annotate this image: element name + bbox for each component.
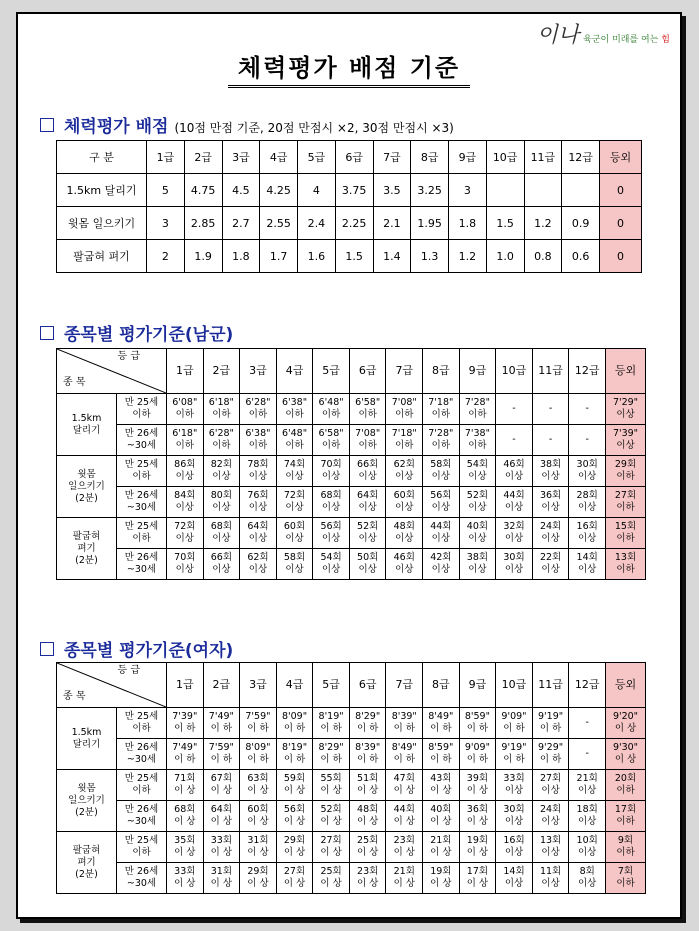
score-cell: 3.5 <box>373 174 411 207</box>
age-label: 만 25세 이하 <box>117 832 167 863</box>
criteria-cell: 9'09" 이 하 <box>459 739 496 770</box>
table-row <box>57 770 646 801</box>
criteria-cell: 47회 이 상 <box>386 770 423 801</box>
criteria-cell: 18회 이상 <box>569 801 606 832</box>
header-grade: 7급 <box>386 349 423 394</box>
criteria-cell: 58회 이상 <box>276 549 313 580</box>
table-row <box>57 394 646 425</box>
table-row <box>57 456 646 487</box>
score-cell: 2 <box>147 240 185 273</box>
age-label: 만 25세 이하 <box>117 518 167 549</box>
age-label: 만 26세 ~30세 <box>117 801 167 832</box>
section2-heading <box>40 320 233 345</box>
header-grade: 5급 <box>313 663 350 708</box>
criteria-cell: 8'29" 이 하 <box>313 739 350 770</box>
criteria-cell: 50회 이상 <box>349 549 386 580</box>
criteria-cell: 10회 이상 <box>569 832 606 863</box>
criteria-cell: 56회 이상 <box>423 487 460 518</box>
header-grade: 등외 <box>606 663 646 708</box>
table-header-row <box>57 349 646 394</box>
score-cell: 2.85 <box>184 207 222 240</box>
criteria-cell: 8'39" 이 하 <box>349 739 386 770</box>
header-grade: 12급 <box>562 141 600 174</box>
criteria-cell: - <box>496 394 533 425</box>
criteria-cell: 82회 이상 <box>203 456 240 487</box>
score-table <box>56 140 642 273</box>
event-label: 1.5km 달리기 <box>57 174 147 207</box>
header-grade: 9급 <box>449 141 487 174</box>
criteria-cell: 60회 이상 <box>276 518 313 549</box>
criteria-cell: 64회 이상 <box>240 518 277 549</box>
criteria-cell: 8'19" 이 하 <box>313 708 350 739</box>
criteria-cell: 64회 이 상 <box>203 801 240 832</box>
section1-heading <box>40 112 454 137</box>
score-cell <box>524 174 562 207</box>
table-row <box>57 739 646 770</box>
header-grade: 1급 <box>167 663 204 708</box>
criteria-cell: 51회 이 상 <box>349 770 386 801</box>
criteria-cell: 48회 이 상 <box>349 801 386 832</box>
criteria-cell: 7'28" 이하 <box>423 425 460 456</box>
criteria-cell: 32회 이상 <box>496 518 533 549</box>
criteria-cell: 8'09" 이 하 <box>240 739 277 770</box>
criteria-cell: 9'20" 이 상 <box>606 708 646 739</box>
table-row <box>57 240 642 273</box>
criteria-cell: 6'48" 이하 <box>313 394 350 425</box>
criteria-cell: 38회 이상 <box>459 549 496 580</box>
table-row <box>57 708 646 739</box>
document-page <box>16 12 682 919</box>
criteria-cell: - <box>496 425 533 456</box>
header-grade: 10급 <box>496 349 533 394</box>
section3-title: 종목별 평가기준(여자) <box>64 641 234 661</box>
criteria-cell: 80회 이상 <box>203 487 240 518</box>
page-title: 체력평가 배점 기준 <box>228 48 470 88</box>
criteria-cell: 17회 이하 <box>606 801 646 832</box>
criteria-cell: 60회 이상 <box>386 487 423 518</box>
header-grade: 10급 <box>496 663 533 708</box>
header-grade: 1급 <box>147 141 185 174</box>
criteria-cell: 8'19" 이 하 <box>276 739 313 770</box>
table-row <box>57 174 642 207</box>
criteria-cell: - <box>532 425 569 456</box>
score-cell: 1.5 <box>335 240 373 273</box>
checkbox-square-icon <box>40 642 54 656</box>
header-grade: 4급 <box>260 141 298 174</box>
criteria-cell: 30회 이상 <box>496 549 533 580</box>
age-label: 만 25세 이하 <box>117 770 167 801</box>
criteria-cell: 9'29" 이 하 <box>532 739 569 770</box>
age-label: 만 25세 이하 <box>117 708 167 739</box>
event-group-label: 팔굽혀 펴기 (2분) <box>57 518 117 580</box>
criteria-cell: 7'49" 이 하 <box>203 708 240 739</box>
criteria-cell: 55회 이 상 <box>313 770 350 801</box>
score-cell: 2.25 <box>335 207 373 240</box>
score-cell: 1.3 <box>411 240 449 273</box>
criteria-cell: 9'09" 이 하 <box>496 708 533 739</box>
criteria-cell: 56회 이 상 <box>276 801 313 832</box>
score-cell: 0 <box>600 240 642 273</box>
criteria-cell: 25회 이 상 <box>349 832 386 863</box>
criteria-cell: 70회 이상 <box>313 456 350 487</box>
criteria-cell: 8'39" 이 하 <box>386 708 423 739</box>
age-label: 만 25세 이하 <box>117 456 167 487</box>
header-grade: 8급 <box>423 349 460 394</box>
criteria-cell: 42회 이상 <box>423 549 460 580</box>
criteria-cell: 7'59" 이 하 <box>240 708 277 739</box>
criteria-cell: 16회 이상 <box>496 832 533 863</box>
criteria-cell: 15회 이하 <box>606 518 646 549</box>
header-grade: 3급 <box>222 141 260 174</box>
header-grade: 9급 <box>459 663 496 708</box>
criteria-cell: 27회 이 상 <box>313 832 350 863</box>
criteria-cell: 19회 이 상 <box>459 832 496 863</box>
header-grade: 12급 <box>569 663 606 708</box>
male-criteria-table <box>56 348 646 580</box>
criteria-cell: 20회 이하 <box>606 770 646 801</box>
criteria-cell: 40회 이 상 <box>423 801 460 832</box>
header-grade: 5급 <box>298 141 336 174</box>
criteria-cell: 52회 이상 <box>459 487 496 518</box>
header-grade: 2급 <box>203 663 240 708</box>
score-cell: 0.9 <box>562 207 600 240</box>
criteria-cell: 7'39" 이 하 <box>167 708 204 739</box>
criteria-cell: 24회 이상 <box>532 518 569 549</box>
criteria-cell: 7'18" 이하 <box>423 394 460 425</box>
criteria-cell: 29회 이 상 <box>240 863 277 894</box>
criteria-cell: 19회 이 상 <box>423 863 460 894</box>
table-row <box>57 425 646 456</box>
criteria-cell: 17회 이 상 <box>459 863 496 894</box>
logo-slogan: 육군이 미래를 여는 <box>583 35 662 45</box>
diagonal-header-cell <box>57 663 167 708</box>
criteria-cell: 31회 이 상 <box>240 832 277 863</box>
criteria-cell: 6'58" 이하 <box>313 425 350 456</box>
header-grade: 6급 <box>335 141 373 174</box>
table-row <box>57 801 646 832</box>
event-group-label: 1.5km 달리기 <box>57 708 117 770</box>
criteria-cell: 7'08" 이하 <box>349 425 386 456</box>
criteria-cell: - <box>532 394 569 425</box>
score-cell: 1.2 <box>449 240 487 273</box>
criteria-cell: 8회 이상 <box>569 863 606 894</box>
score-cell: 0 <box>600 174 642 207</box>
header-grade: 8급 <box>423 663 460 708</box>
criteria-cell: 9회 이하 <box>606 832 646 863</box>
criteria-cell: 30회 이상 <box>496 801 533 832</box>
table-row <box>57 863 646 894</box>
criteria-cell: 76회 이상 <box>240 487 277 518</box>
criteria-cell: 35회 이 상 <box>167 832 204 863</box>
header-grade: 5급 <box>313 349 350 394</box>
score-cell: 1.8 <box>449 207 487 240</box>
score-cell: 0.8 <box>524 240 562 273</box>
header-grade: 12급 <box>569 349 606 394</box>
criteria-cell: 44회 이상 <box>496 487 533 518</box>
criteria-cell: 68회 이 상 <box>167 801 204 832</box>
score-cell: 1.8 <box>222 240 260 273</box>
criteria-cell: 21회 이상 <box>569 770 606 801</box>
criteria-cell: 13회 이상 <box>532 832 569 863</box>
score-cell: 0.6 <box>562 240 600 273</box>
age-label: 만 26세 ~30세 <box>117 425 167 456</box>
criteria-cell: 9'19" 이 하 <box>496 739 533 770</box>
criteria-cell: 84회 이상 <box>167 487 204 518</box>
criteria-cell: 71회 이 상 <box>167 770 204 801</box>
criteria-cell: 46회 이상 <box>496 456 533 487</box>
header-grade: 6급 <box>349 663 386 708</box>
age-label: 만 26세 ~30세 <box>117 863 167 894</box>
criteria-cell: 54회 이상 <box>313 549 350 580</box>
criteria-cell: 7'28" 이하 <box>459 394 496 425</box>
score-cell: 4.25 <box>260 174 298 207</box>
header-grade: 3급 <box>240 663 277 708</box>
criteria-cell: 6'28" 이하 <box>203 425 240 456</box>
event-label: 팔굽혀 펴기 <box>57 240 147 273</box>
score-cell: 3.25 <box>411 174 449 207</box>
age-label: 만 26세 ~30세 <box>117 487 167 518</box>
criteria-cell: 86회 이상 <box>167 456 204 487</box>
score-cell: 4 <box>298 174 336 207</box>
score-cell: 3 <box>147 207 185 240</box>
score-cell <box>562 174 600 207</box>
score-cell: 4.5 <box>222 174 260 207</box>
criteria-cell: 59회 이 상 <box>276 770 313 801</box>
criteria-cell: 44회 이 상 <box>386 801 423 832</box>
score-cell: 3 <box>449 174 487 207</box>
criteria-cell: 27회 이하 <box>606 487 646 518</box>
criteria-cell: 30회 이상 <box>569 456 606 487</box>
criteria-cell: - <box>569 739 606 770</box>
criteria-cell: 66회 이상 <box>349 456 386 487</box>
header-grade: 6급 <box>349 349 386 394</box>
criteria-cell: 8'09" 이 하 <box>276 708 313 739</box>
criteria-cell: 9'30" 이 상 <box>606 739 646 770</box>
criteria-cell: 52회 이상 <box>349 518 386 549</box>
criteria-cell: - <box>569 394 606 425</box>
criteria-cell: 64회 이상 <box>349 487 386 518</box>
criteria-cell: 29회 이하 <box>606 456 646 487</box>
criteria-cell: 8'29" 이 하 <box>349 708 386 739</box>
criteria-cell: 25회 이 상 <box>313 863 350 894</box>
criteria-cell: 6'58" 이하 <box>349 394 386 425</box>
section1-title: 체력평가 배점 <box>64 117 169 137</box>
criteria-cell: 6'38" 이하 <box>276 394 313 425</box>
criteria-cell: 68회 이상 <box>203 518 240 549</box>
header-grade: 등외 <box>606 349 646 394</box>
score-cell: 1.0 <box>486 240 524 273</box>
criteria-cell: 14회 이상 <box>569 549 606 580</box>
score-cell: 1.95 <box>411 207 449 240</box>
event-group-label: 윗몸 일으키기 (2분) <box>57 456 117 518</box>
age-label: 만 26세 ~30세 <box>117 739 167 770</box>
header-category: 구 분 <box>57 141 147 174</box>
criteria-cell: 6'08" 이하 <box>167 394 204 425</box>
score-cell: 1.5 <box>486 207 524 240</box>
score-cell: 1.9 <box>184 240 222 273</box>
corner-grade-label: 등 급 <box>117 665 140 676</box>
criteria-cell: 36회 이상 <box>532 487 569 518</box>
logo-signature: 이나 <box>536 23 580 48</box>
criteria-cell: 7'39" 이상 <box>606 425 646 456</box>
criteria-cell: 6'28" 이하 <box>240 394 277 425</box>
criteria-cell: 8'49" 이 하 <box>386 739 423 770</box>
header-grade: 11급 <box>532 663 569 708</box>
criteria-cell: 7'38" 이하 <box>459 425 496 456</box>
criteria-cell: 74회 이상 <box>276 456 313 487</box>
criteria-cell: 58회 이상 <box>423 456 460 487</box>
criteria-cell: 33회 이 상 <box>203 832 240 863</box>
criteria-cell: 60회 이 상 <box>240 801 277 832</box>
criteria-cell: 11회 이상 <box>532 863 569 894</box>
criteria-cell: 52회 이 상 <box>313 801 350 832</box>
criteria-cell: 33회 이 상 <box>167 863 204 894</box>
table-row <box>57 518 646 549</box>
event-group-label: 윗몸 일으키기 (2분) <box>57 770 117 832</box>
criteria-cell: 7'49" 이 하 <box>167 739 204 770</box>
corner-grade-label: 등 급 <box>117 351 140 362</box>
criteria-cell: 72회 이상 <box>167 518 204 549</box>
table-row <box>57 207 642 240</box>
criteria-cell: 24회 이상 <box>532 801 569 832</box>
criteria-cell: 8'59" 이 하 <box>459 708 496 739</box>
criteria-cell: 27회 이상 <box>532 770 569 801</box>
criteria-cell: 31회 이 상 <box>203 863 240 894</box>
checkbox-square-icon <box>40 118 54 132</box>
criteria-cell: 9'19" 이 하 <box>532 708 569 739</box>
criteria-cell: 7'29" 이상 <box>606 394 646 425</box>
criteria-cell: 6'18" 이하 <box>203 394 240 425</box>
criteria-cell: 72회 이상 <box>276 487 313 518</box>
criteria-cell: 7'08" 이하 <box>386 394 423 425</box>
criteria-cell: - <box>569 708 606 739</box>
score-cell: 2.4 <box>298 207 336 240</box>
criteria-cell: 46회 이상 <box>386 549 423 580</box>
table-header-row <box>57 141 642 174</box>
checkbox-square-icon <box>40 326 54 340</box>
criteria-cell: 7회 이하 <box>606 863 646 894</box>
criteria-cell: 8'59" 이 하 <box>423 739 460 770</box>
criteria-cell: 6'18" 이하 <box>167 425 204 456</box>
criteria-cell: 14회 이상 <box>496 863 533 894</box>
header-grade: 2급 <box>184 141 222 174</box>
header-grade: 4급 <box>276 663 313 708</box>
criteria-cell: 54회 이상 <box>459 456 496 487</box>
table-row <box>57 487 646 518</box>
criteria-cell: 56회 이상 <box>313 518 350 549</box>
criteria-cell: - <box>569 425 606 456</box>
criteria-cell: 13회 이하 <box>606 549 646 580</box>
criteria-cell: 67회 이 상 <box>203 770 240 801</box>
score-cell: 1.4 <box>373 240 411 273</box>
diagonal-header-cell <box>57 349 167 394</box>
criteria-cell: 39회 이 상 <box>459 770 496 801</box>
criteria-cell: 62회 이상 <box>240 549 277 580</box>
corner-event-label: 종 목 <box>63 691 86 702</box>
logo-slogan-accent: 힘 <box>661 35 670 45</box>
event-group-label: 팔굽혀 펴기 (2분) <box>57 832 117 894</box>
score-cell: 5 <box>147 174 185 207</box>
header-grade: 2급 <box>203 349 240 394</box>
criteria-cell: 16회 이상 <box>569 518 606 549</box>
criteria-cell: 78회 이상 <box>240 456 277 487</box>
score-cell: 2.1 <box>373 207 411 240</box>
score-cell: 1.2 <box>524 207 562 240</box>
criteria-cell: 29회 이 상 <box>276 832 313 863</box>
criteria-cell: 23회 이 상 <box>349 863 386 894</box>
criteria-cell: 48회 이상 <box>386 518 423 549</box>
criteria-cell: 38회 이상 <box>532 456 569 487</box>
header-grade: 3급 <box>240 349 277 394</box>
criteria-cell: 6'48" 이하 <box>276 425 313 456</box>
event-label: 윗몸 일으키기 <box>57 207 147 240</box>
header-grade: 9급 <box>459 349 496 394</box>
event-group-label: 1.5km 달리기 <box>57 394 117 456</box>
criteria-cell: 7'18" 이하 <box>386 425 423 456</box>
score-cell: 1.6 <box>298 240 336 273</box>
criteria-cell: 68회 이상 <box>313 487 350 518</box>
criteria-cell: 44회 이상 <box>423 518 460 549</box>
header-grade: 7급 <box>386 663 423 708</box>
section1-note: (10점 만점 기준, 20점 만점시 ×2, 30점 만점시 ×3) <box>174 121 454 135</box>
criteria-cell: 21회 이 상 <box>386 863 423 894</box>
criteria-cell: 40회 이상 <box>459 518 496 549</box>
criteria-cell: 6'38" 이하 <box>240 425 277 456</box>
header-grade: 11급 <box>532 349 569 394</box>
score-cell: 1.7 <box>260 240 298 273</box>
header-grade: 1급 <box>167 349 204 394</box>
section3-heading <box>40 636 233 661</box>
criteria-cell: 70회 이상 <box>167 549 204 580</box>
table-row <box>57 549 646 580</box>
score-cell: 0 <box>600 207 642 240</box>
header-grade: 4급 <box>276 349 313 394</box>
score-cell: 3.75 <box>335 174 373 207</box>
score-cell <box>486 174 524 207</box>
header-grade: 8급 <box>411 141 449 174</box>
header-grade: 등외 <box>600 141 642 174</box>
criteria-cell: 33회 이상 <box>496 770 533 801</box>
criteria-cell: 63회 이 상 <box>240 770 277 801</box>
criteria-cell: 23회 이 상 <box>386 832 423 863</box>
header-grade: 7급 <box>373 141 411 174</box>
criteria-cell: 22회 이상 <box>532 549 569 580</box>
army-logo <box>537 18 670 49</box>
criteria-cell: 7'59" 이 하 <box>203 739 240 770</box>
criteria-cell: 43회 이 상 <box>423 770 460 801</box>
criteria-cell: 27회 이 상 <box>276 863 313 894</box>
criteria-cell: 21회 이 상 <box>423 832 460 863</box>
criteria-cell: 28회 이상 <box>569 487 606 518</box>
score-cell: 2.7 <box>222 207 260 240</box>
age-label: 만 25세 이하 <box>117 394 167 425</box>
age-label: 만 26세 ~30세 <box>117 549 167 580</box>
header-grade: 11급 <box>524 141 562 174</box>
score-cell: 2.55 <box>260 207 298 240</box>
criteria-cell: 36회 이 상 <box>459 801 496 832</box>
table-row <box>57 832 646 863</box>
section2-title: 종목별 평가기준(남군) <box>64 325 234 345</box>
table-header-row <box>57 663 646 708</box>
criteria-cell: 62회 이상 <box>386 456 423 487</box>
criteria-cell: 66회 이상 <box>203 549 240 580</box>
corner-event-label: 종 목 <box>63 377 86 388</box>
score-cell: 4.75 <box>184 174 222 207</box>
female-criteria-table <box>56 662 646 894</box>
criteria-cell: 8'49" 이 하 <box>423 708 460 739</box>
header-grade: 10급 <box>486 141 524 174</box>
